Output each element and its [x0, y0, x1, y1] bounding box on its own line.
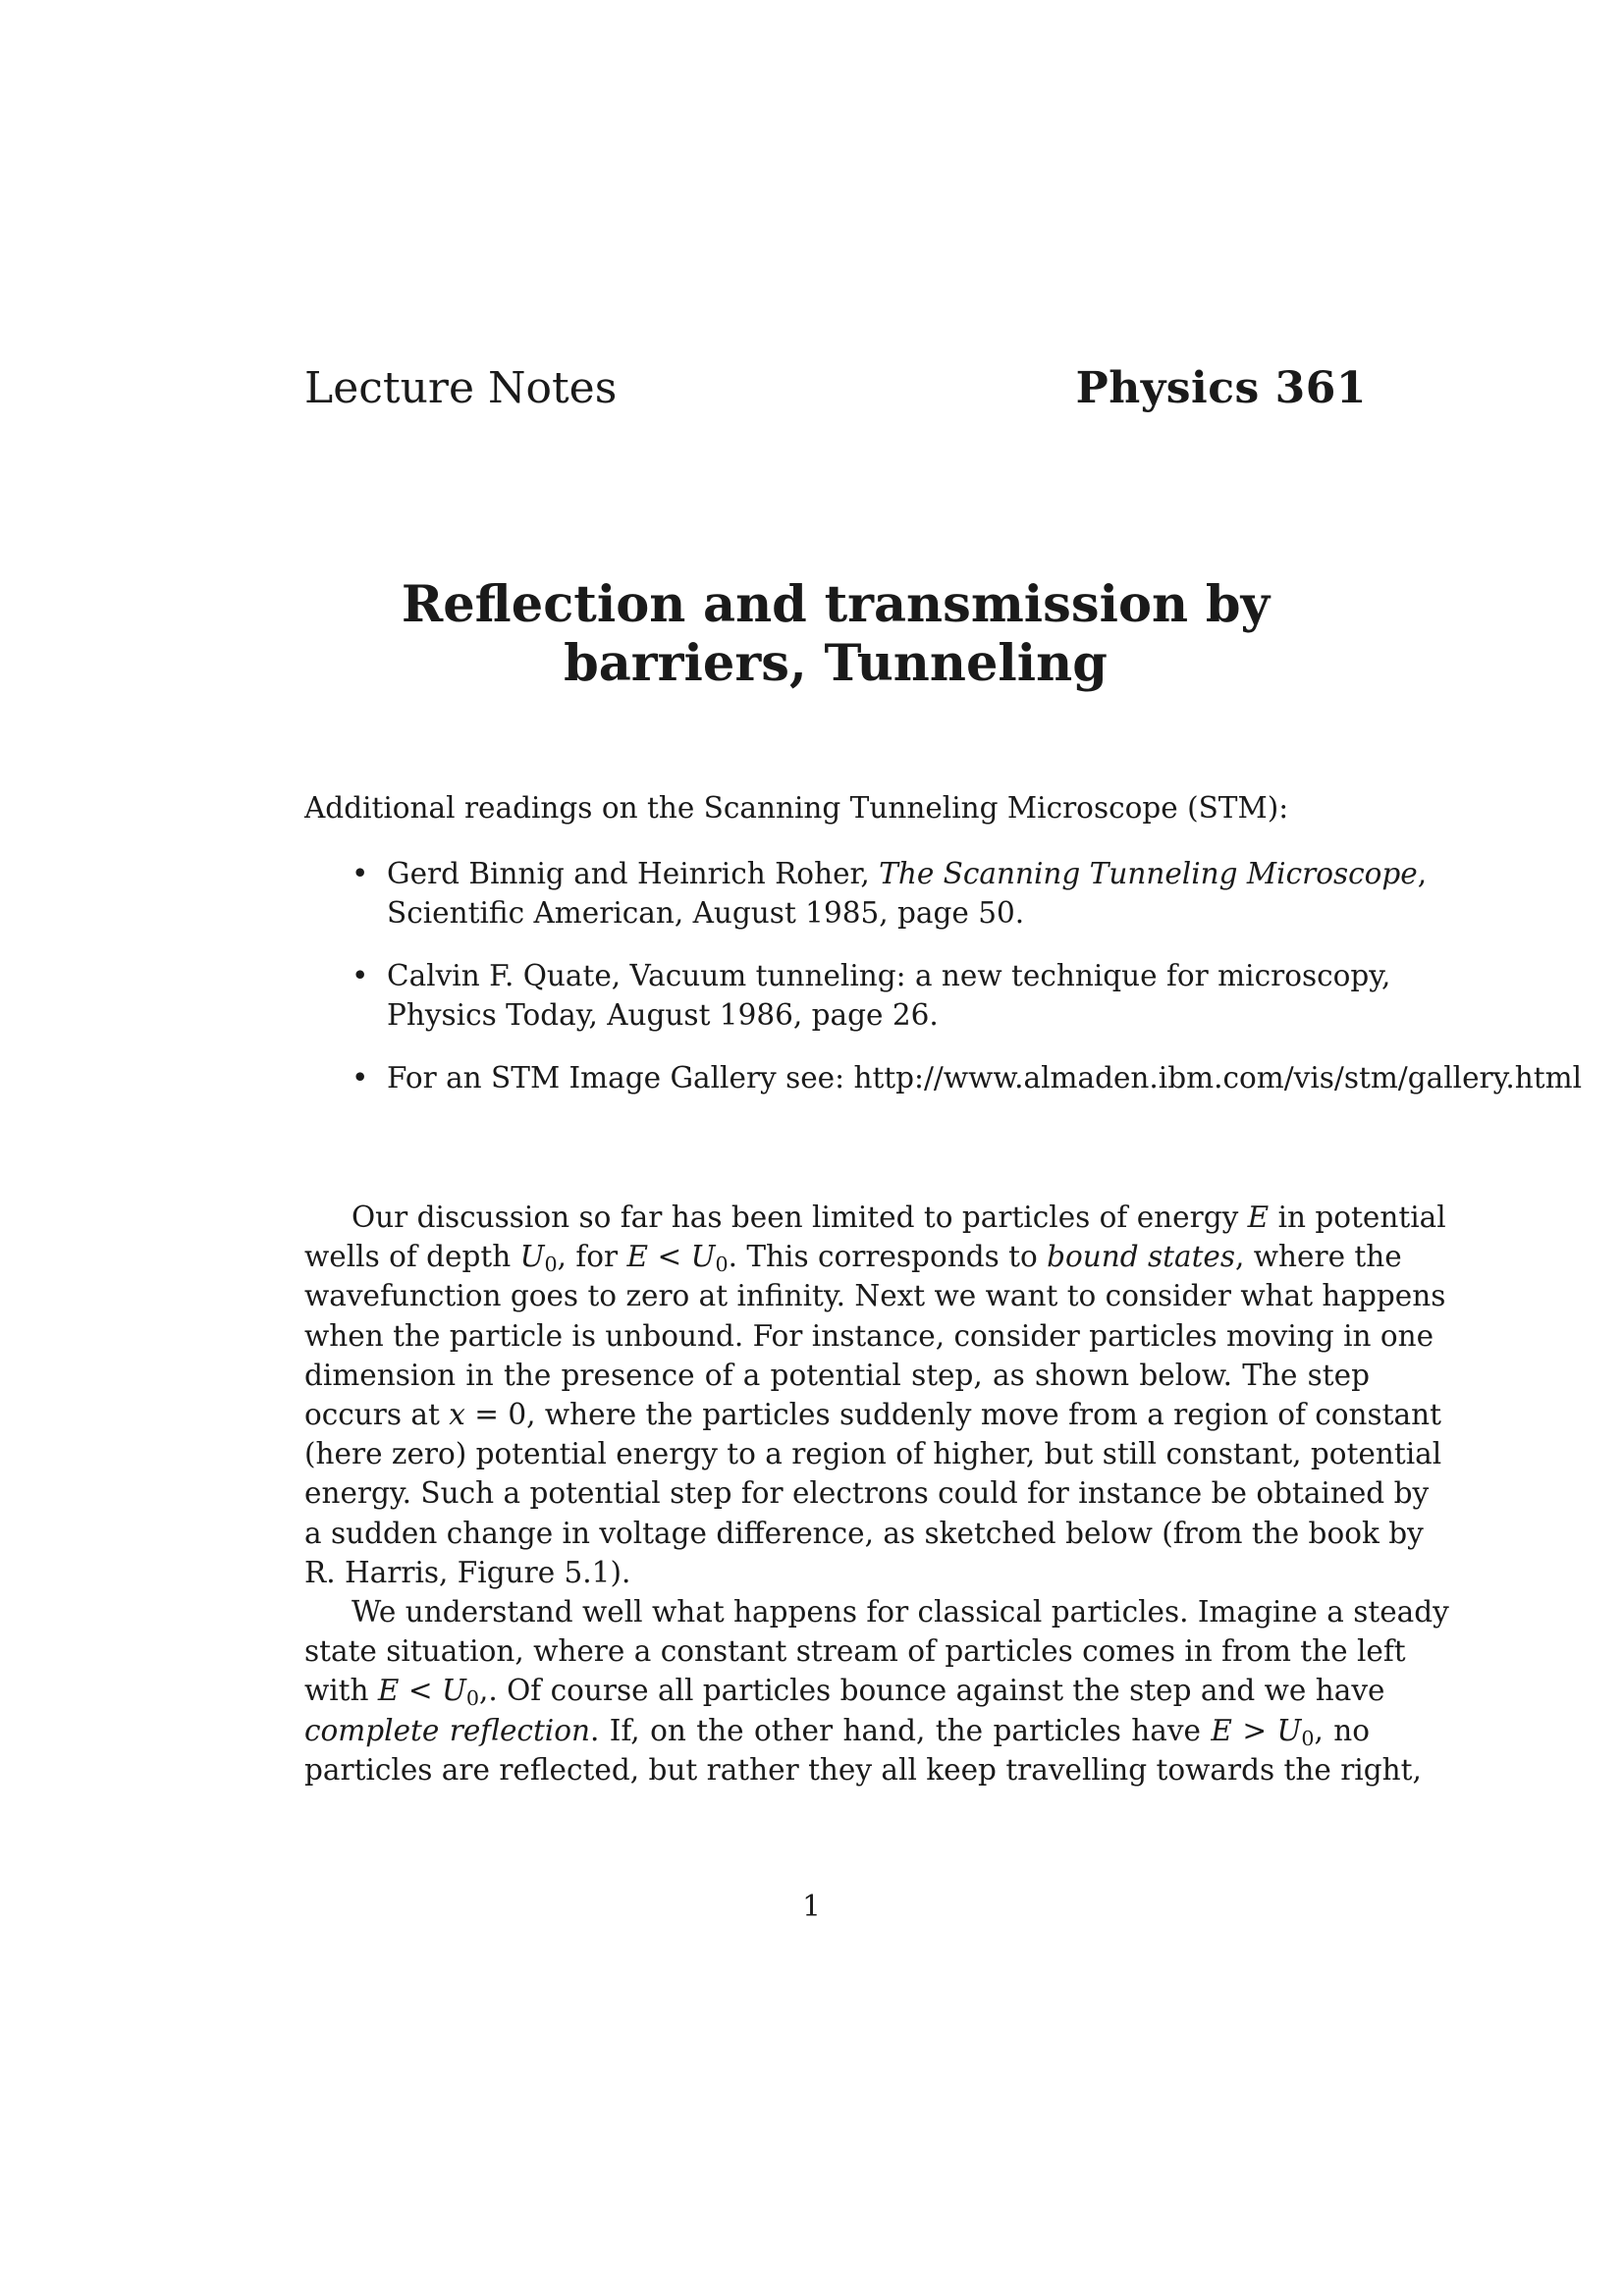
page-number: 1	[802, 1890, 821, 1923]
readings-intro: Additional readings on the Scanning Tunneling Microscope (STM):	[304, 791, 1289, 825]
reading-source-line: Physics Today, August 1986, page 26.	[387, 998, 939, 1032]
paragraph-1-line: when the particle is unbound. For instance, consider particles moving in one	[304, 1318, 1434, 1353]
paragraph-2-line: complete reflection. If, on the other hand, the particles have $E > U_0$, no	[304, 1713, 1371, 1750]
paragraph-2-line: state situation, where a constant stream of particles comes in from the left	[304, 1634, 1406, 1669]
paragraph-1-line: dimension in the presence of a potential step, as shown below. The step	[304, 1358, 1370, 1392]
paragraph-1-line: occurs at x = 0, where the particles suddenly move from a region of constant	[304, 1398, 1441, 1432]
body-text	[304, 1198, 1449, 1789]
paragraph-1-line: wells of depth $U_0$, for $E < U_0$. This corresponds to bound states, where the	[304, 1240, 1402, 1277]
bullet-icon: •	[352, 959, 369, 992]
reading-item	[352, 854, 1432, 933]
paragraph-1-line: wavefunction goes to zero at infinity. Next we want to consider what happens	[304, 1279, 1446, 1313]
bullet-icon: •	[352, 1061, 369, 1095]
page-title	[304, 575, 1367, 693]
reading-item	[352, 956, 1432, 1035]
reading-punct: ,	[1417, 857, 1428, 890]
title-line-1: Reflection and transmission by	[401, 575, 1271, 634]
paragraph-1-line: R. Harris, Figure 5.1).	[304, 1555, 631, 1589]
reading-item	[352, 1058, 1583, 1097]
paragraph-1-line: a sudden change in voltage difference, as sketched below (from the book by	[304, 1516, 1424, 1550]
gallery-link-text[interactable]: For an STM Image Gallery see: http://www.almaden.ibm.com/vis/stm/gallery.html	[387, 1061, 1583, 1095]
readings-list	[352, 854, 1583, 1121]
title-line-2: barriers, Tunneling	[564, 634, 1108, 693]
paragraph-2-line: particles are reflected, but rather they all keep travelling towards the right,	[304, 1752, 1422, 1787]
reading-source-line: Scientific American, August 1985, page 50.	[387, 896, 1025, 930]
paragraph-1-line: energy. Such a potential step for electrons could for instance be obtained by	[304, 1476, 1430, 1511]
paragraph-2-line: We understand well what happens for classical particles. Imagine a steady	[352, 1595, 1449, 1629]
header-course-number: Physics 361	[1075, 363, 1367, 413]
paragraph-2-line: with $E < U_0$,. Of course all particles bounce against the step and we have	[304, 1674, 1385, 1711]
reading-citation-line	[387, 854, 1432, 893]
reading-authors: Gerd Binnig and Heinrich Roher,	[387, 857, 880, 890]
reading-title: The Scanning Tunneling Microscope	[879, 857, 1418, 890]
reading-citation-line: Calvin F. Quate, Vacuum tunneling: a new technique for microscopy,	[387, 959, 1391, 992]
header-course-label: Lecture Notes	[304, 363, 618, 413]
bullet-icon: •	[352, 857, 369, 890]
paragraph-1-line: Our discussion so far has been limited to particles of energy E in potential	[352, 1201, 1446, 1234]
paragraph-1-line: (here zero) potential energy to a region of higher, but still constant, potential	[304, 1437, 1442, 1471]
